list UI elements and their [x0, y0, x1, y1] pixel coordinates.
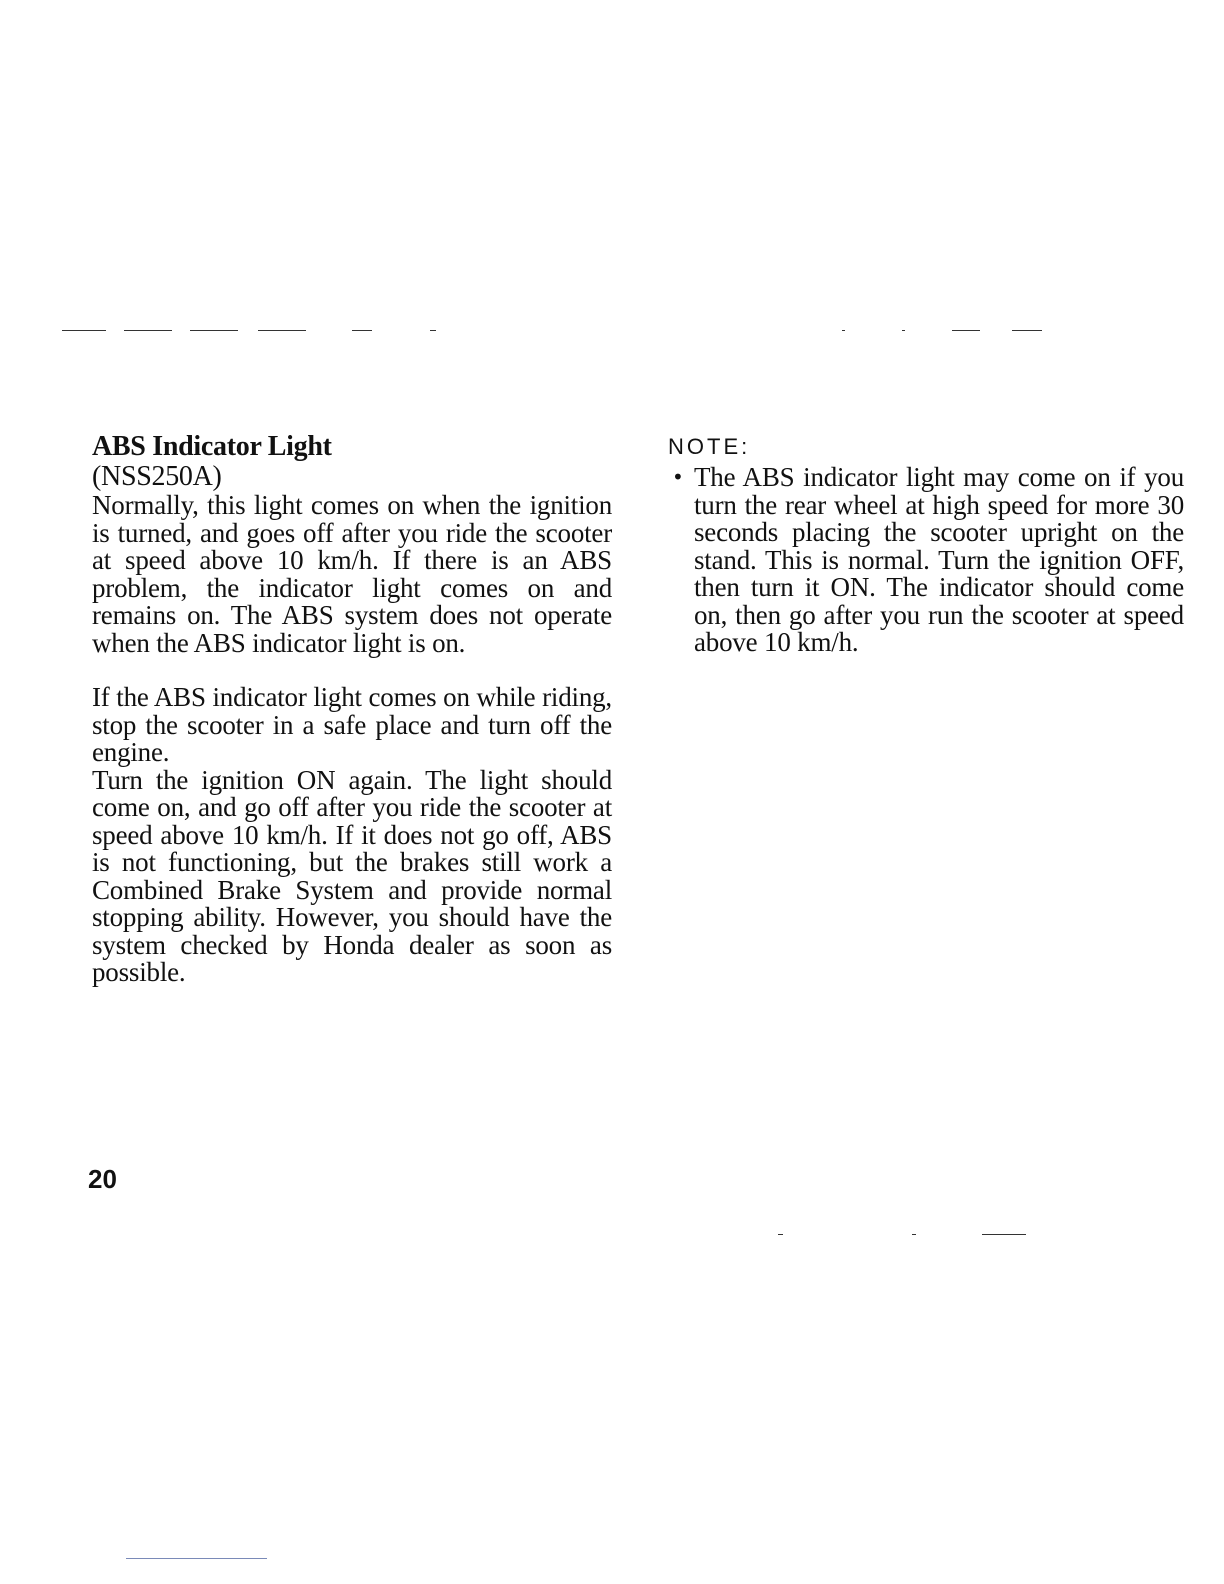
top-rule-segment [62, 330, 106, 331]
note-label: NOTE: [668, 434, 751, 459]
lower-rule-segment [982, 1234, 1026, 1235]
model-label: (NSS250A) [92, 461, 222, 492]
note-item [668, 464, 1184, 657]
right-column [668, 432, 1184, 657]
top-rule-segment [842, 330, 845, 331]
paragraph-light-on-while-riding: If the ABS indicator light comes on while riding, stop the scooter in a safe place and turn off the engine. [92, 682, 612, 767]
bullet-icon: • [672, 465, 684, 489]
paragraph-normal-operation: Normally, this light comes on when the ignition is turned, and goes off after you ride the scooter at speed above 10 km/h. If there is an ABS problem, the indicator light comes on and remains on. The ABS system does not operate when the ABS indicator light is on. [92, 490, 612, 658]
top-rule-segment [258, 330, 306, 331]
lower-rule-segment [778, 1234, 783, 1235]
section-title: ABS Indicator Light [92, 431, 332, 462]
top-rule-segment [124, 330, 172, 331]
top-rule-segment [190, 330, 238, 331]
bottom-rule [126, 1558, 267, 1559]
top-rule-segment [902, 330, 905, 331]
paragraph-restart-check: Turn the ignition ON again. The light should come on, and go off after you ride the scooter at speed above 10 km/h. If it does not go off, ABS is not functioning, but the brakes still work a Combined Brake System and provide normal stopping ability. However, you should have the system checked by Honda dealer as soon as possible. [92, 764, 612, 987]
left-column [92, 432, 612, 987]
note-text: The ABS indicator light may come on if you turn the rear wheel at high speed for more 30 seconds placing the scooter upright on the stand. This is normal. Turn the ignition OFF, then turn it ON. The indicator should come on, then go after you run the scooter at speed above 10 km/h. [694, 462, 1184, 657]
top-rule-segment [952, 330, 980, 331]
top-rule-segment [352, 330, 372, 331]
lower-rule-segment [912, 1234, 916, 1235]
top-rule-segment [430, 330, 436, 331]
page-number: 20 [88, 1164, 117, 1194]
top-rule-segment [1012, 330, 1042, 331]
